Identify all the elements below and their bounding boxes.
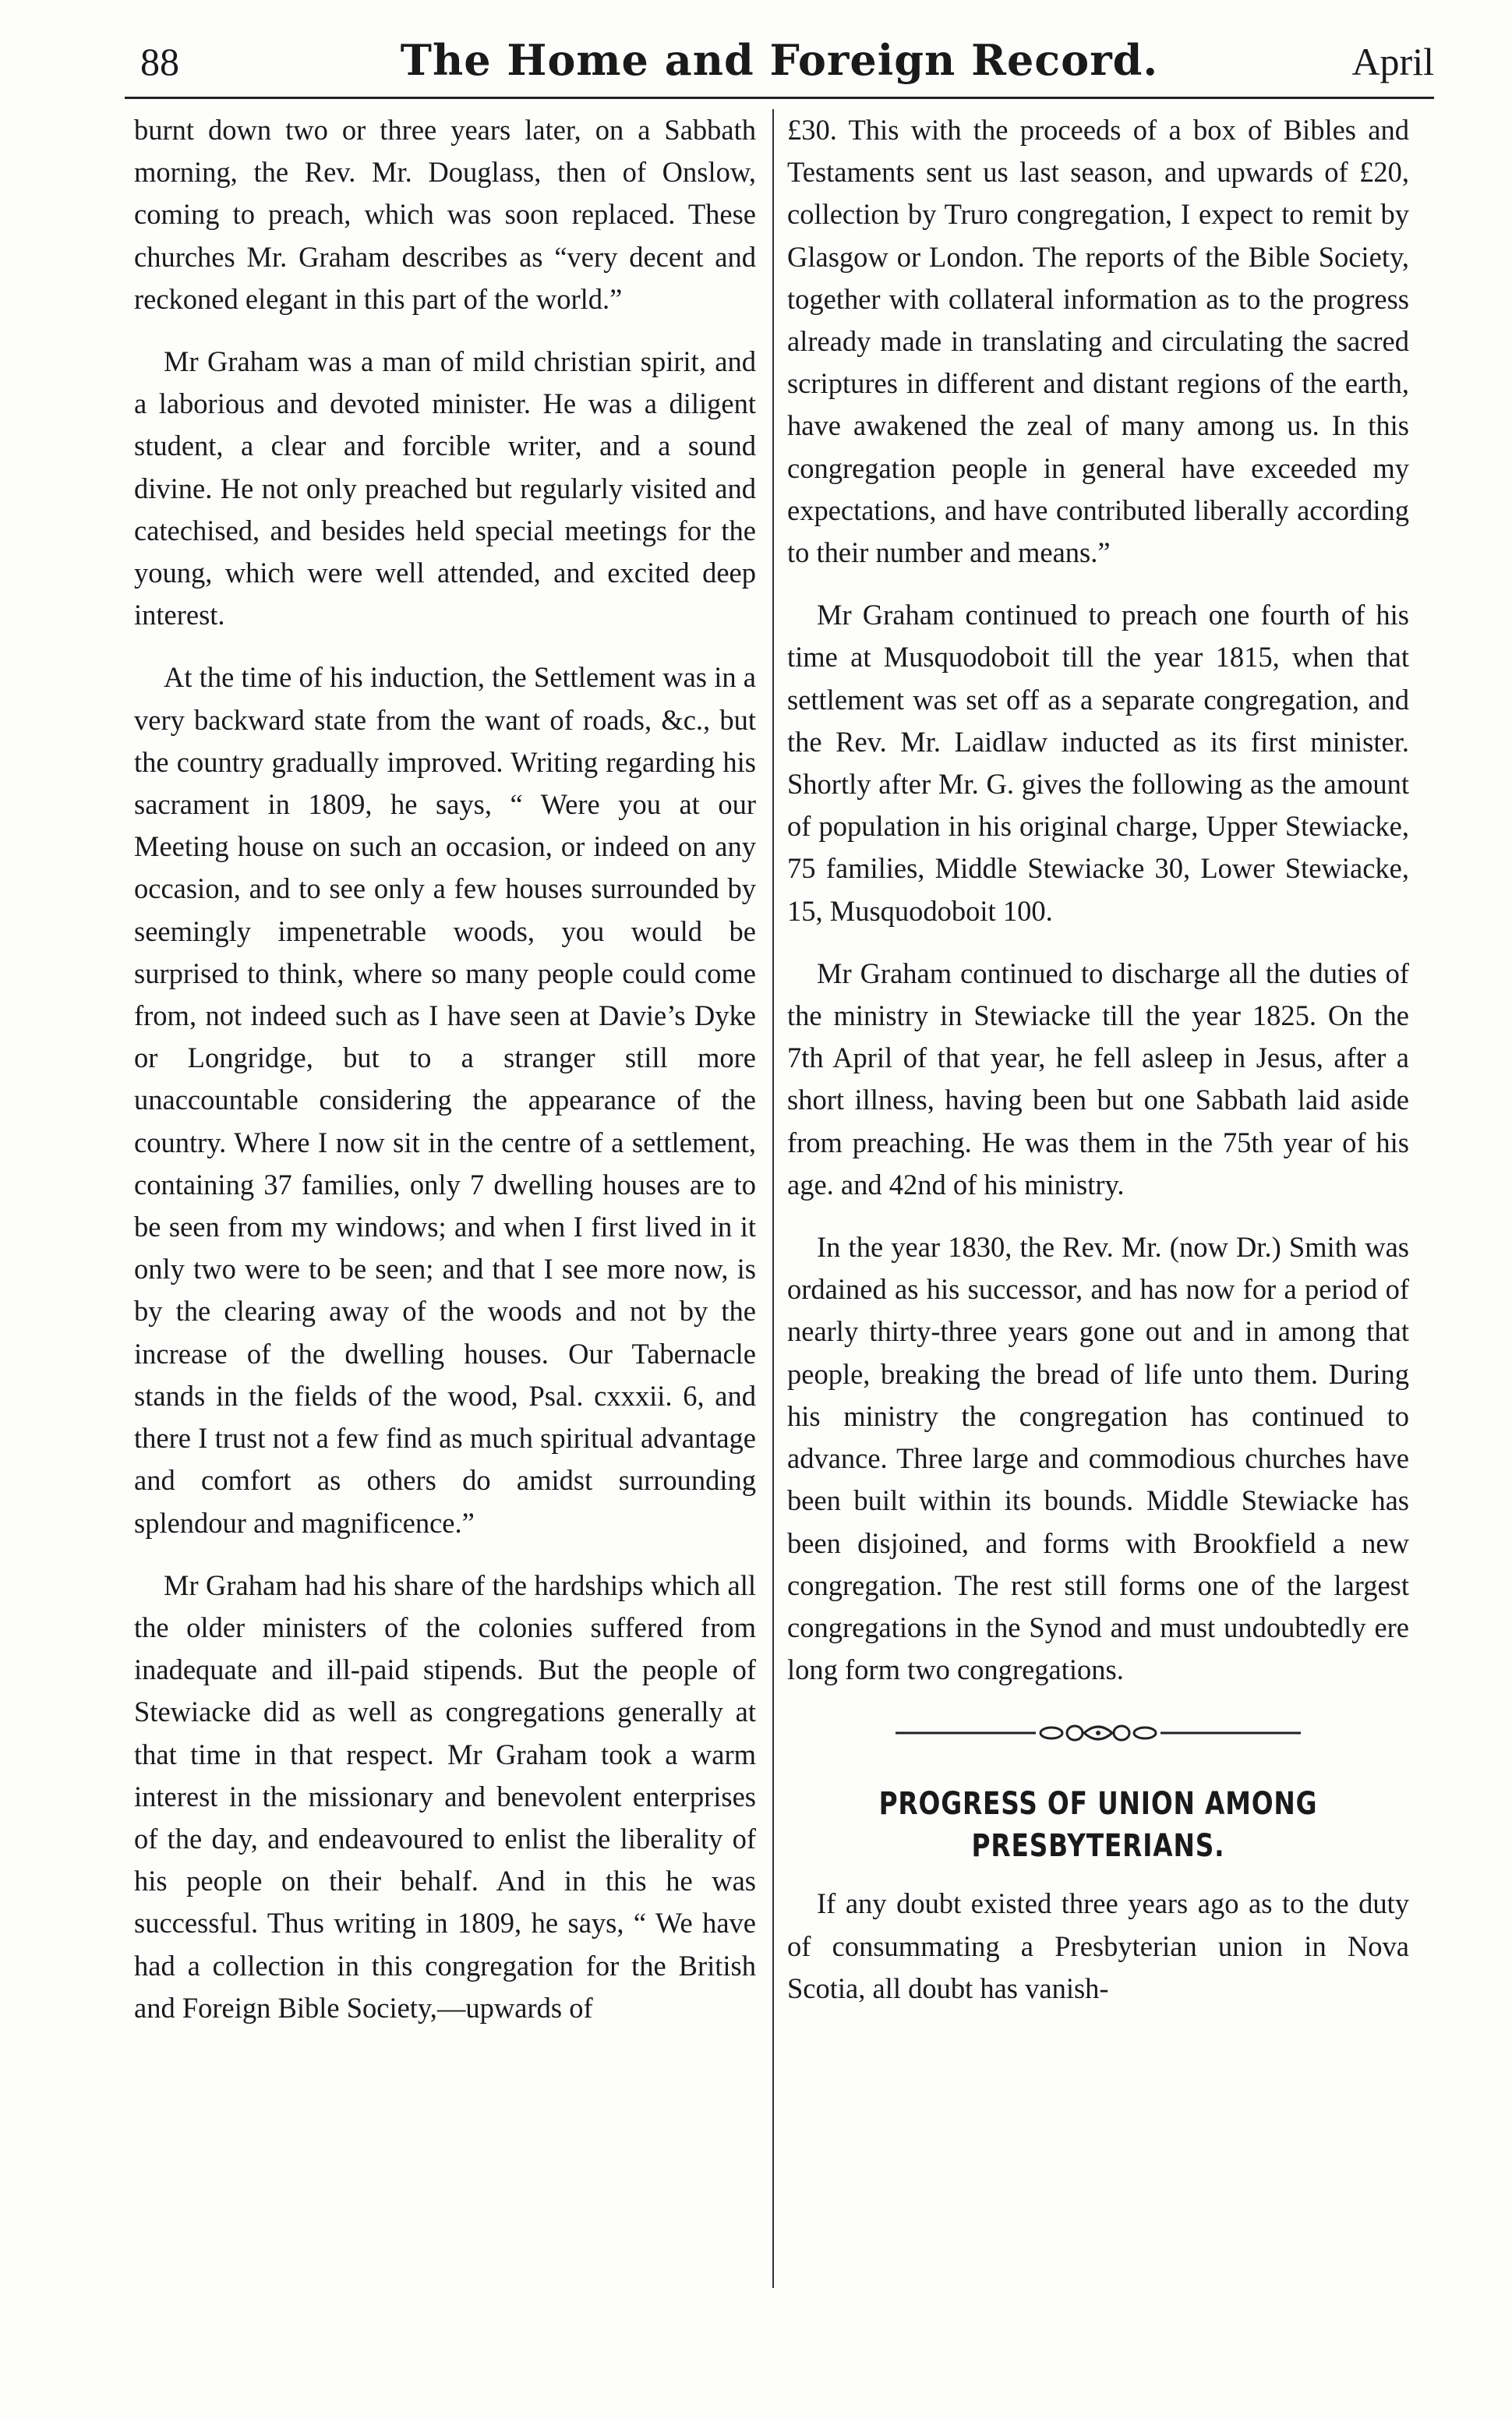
running-title: The Home and Foreign Record. xyxy=(400,35,1159,85)
section-heading: PROGRESS OF UNION AMONG PRESBYTERIANS. xyxy=(878,1786,1318,1865)
paragraph: Mr Graham was a man of mild christian spirit, and a laborious and devoted minister. He was a diligent student, a clear and forcible writer, and a sound divine. He not only preached but regularly visited and catechised, and besides held special meetings for the young, which were well attended, and excited deep interest. xyxy=(134,345,756,631)
left-column xyxy=(134,109,756,2354)
page-number: 88 xyxy=(140,40,179,83)
paragraph: Mr Graham continued to preach one fourth of his time at Musquodoboit till the year 1815, when that settlement was set off as a separate congregation, and the Rev. Mr. Laidlaw inducted as its first minister. Shortly after Mr. G. gives the following as the amount of population in his original charge, Upper Stewiacke, 75 families, Middle Stewiacke 30, Lower Stewiacke, 15, Musquodoboit 100. xyxy=(787,599,1409,927)
paragraph: If any doubt existed three years ago as to the duty of consummating a Presbyterian union in Nova Scotia, all doubt has vanish- xyxy=(787,1887,1409,2004)
running-header xyxy=(125,31,1434,94)
paragraph: £30. This with the proceeds of a box of Bibles and Testaments sent us last season, and upwards of £20, collection by Truro congregation, I expect to remit by Glasgow or London. The reports of the Bible Society, together with collateral information as to the progress already made in translating and circulating the sacred scriptures in different and distant regions of the earth, have awakened the zeal of many among us. In this congregation people in general have exceeded my expectations, and have contributed liberally according to their number and means.” xyxy=(787,114,1409,569)
paragraph: Mr Graham had his share of the hardships which all the older ministers of the colonies suffered from inadequate and ill-paid stipends. But the people of Stewiacke did as well as congregations generally at that time in that respect. Mr Graham took a warm interest in the missionary and benevolent enterprises of the day, and endeavoured to enlist the liberality of his people on their behalf. And in this he was successful. Thus writing in 1809, he says, “ We have had a collection in this congregation for the British and Foreign Bible Society,—upwards of xyxy=(134,1568,756,2024)
ornamental-divider-icon xyxy=(880,1717,1316,1749)
paragraph: In the year 1830, the Rev. Mr. (now Dr.) Smith was ordained as his successor, and has now for a period of nearly thirty-three years gone out and in among that people, breaking the bread of life unto them. During his ministry the congregation has continued to advance. Three large and commodious churches have been built within its bounds. Middle Stewiacke has been disjoined, and forms with Brookfield a new congregation. The rest still forms one of the largest congregations in the Synod and must undoubtedly ere long form two congregations. xyxy=(787,1231,1409,1686)
paragraph: At the time of his induction, the Settlement was in a very backward state from the want of roads, &c., but the country gradually improved. Writing regarding his sacrament in 1809, he says, “ Were you at our Meeting house on such an occasion, or indeed on any occasion, and to see only a few houses surrounded by seemingly impenetrable woods, you would be surprised to think, where so many people could come from, not indeed such as I have seen at Davie’s Dyke or Longridge, but to a stranger still more unaccountable considering the appearance of the country. Where I now sit in the centre of a settlement, containing 37 families, only 7 dwelling houses are to be seen from my windows; and when I first lived in it only two were to be seen; and that I see more now, is by the clearing away of the woods and not by the increase of the dwelling houses. Our Tabernacle stands in the fields of the wood, Psal. cxxxii. 6, and there I trust not a few find as much spiritual advantage and comfort as others do amidst surrounding splendour and magnificence.” xyxy=(134,661,756,1539)
column-divider xyxy=(772,109,774,2288)
paragraph: burnt down two or three years later, on a Sabbath morning, the Rev. Mr. Douglass, then of Onslow, coming to preach, which was soon replaced. These churches Mr. Graham describes as “very decent and reckoned elegant in this part of the world.” xyxy=(134,114,756,315)
header-rule xyxy=(125,97,1434,99)
right-column xyxy=(787,109,1409,2354)
header-month: April xyxy=(1351,40,1434,83)
paragraph: Mr Graham continued to discharge all the duties of the ministry in Stewiacke till the year 1825. On the 7th April of that year, he fell asleep in Jesus, after a short illness, having been but one Sabbath laid aside from preaching. He was them in the 75th year of his age. and 42nd of his ministry. xyxy=(787,957,1409,1201)
